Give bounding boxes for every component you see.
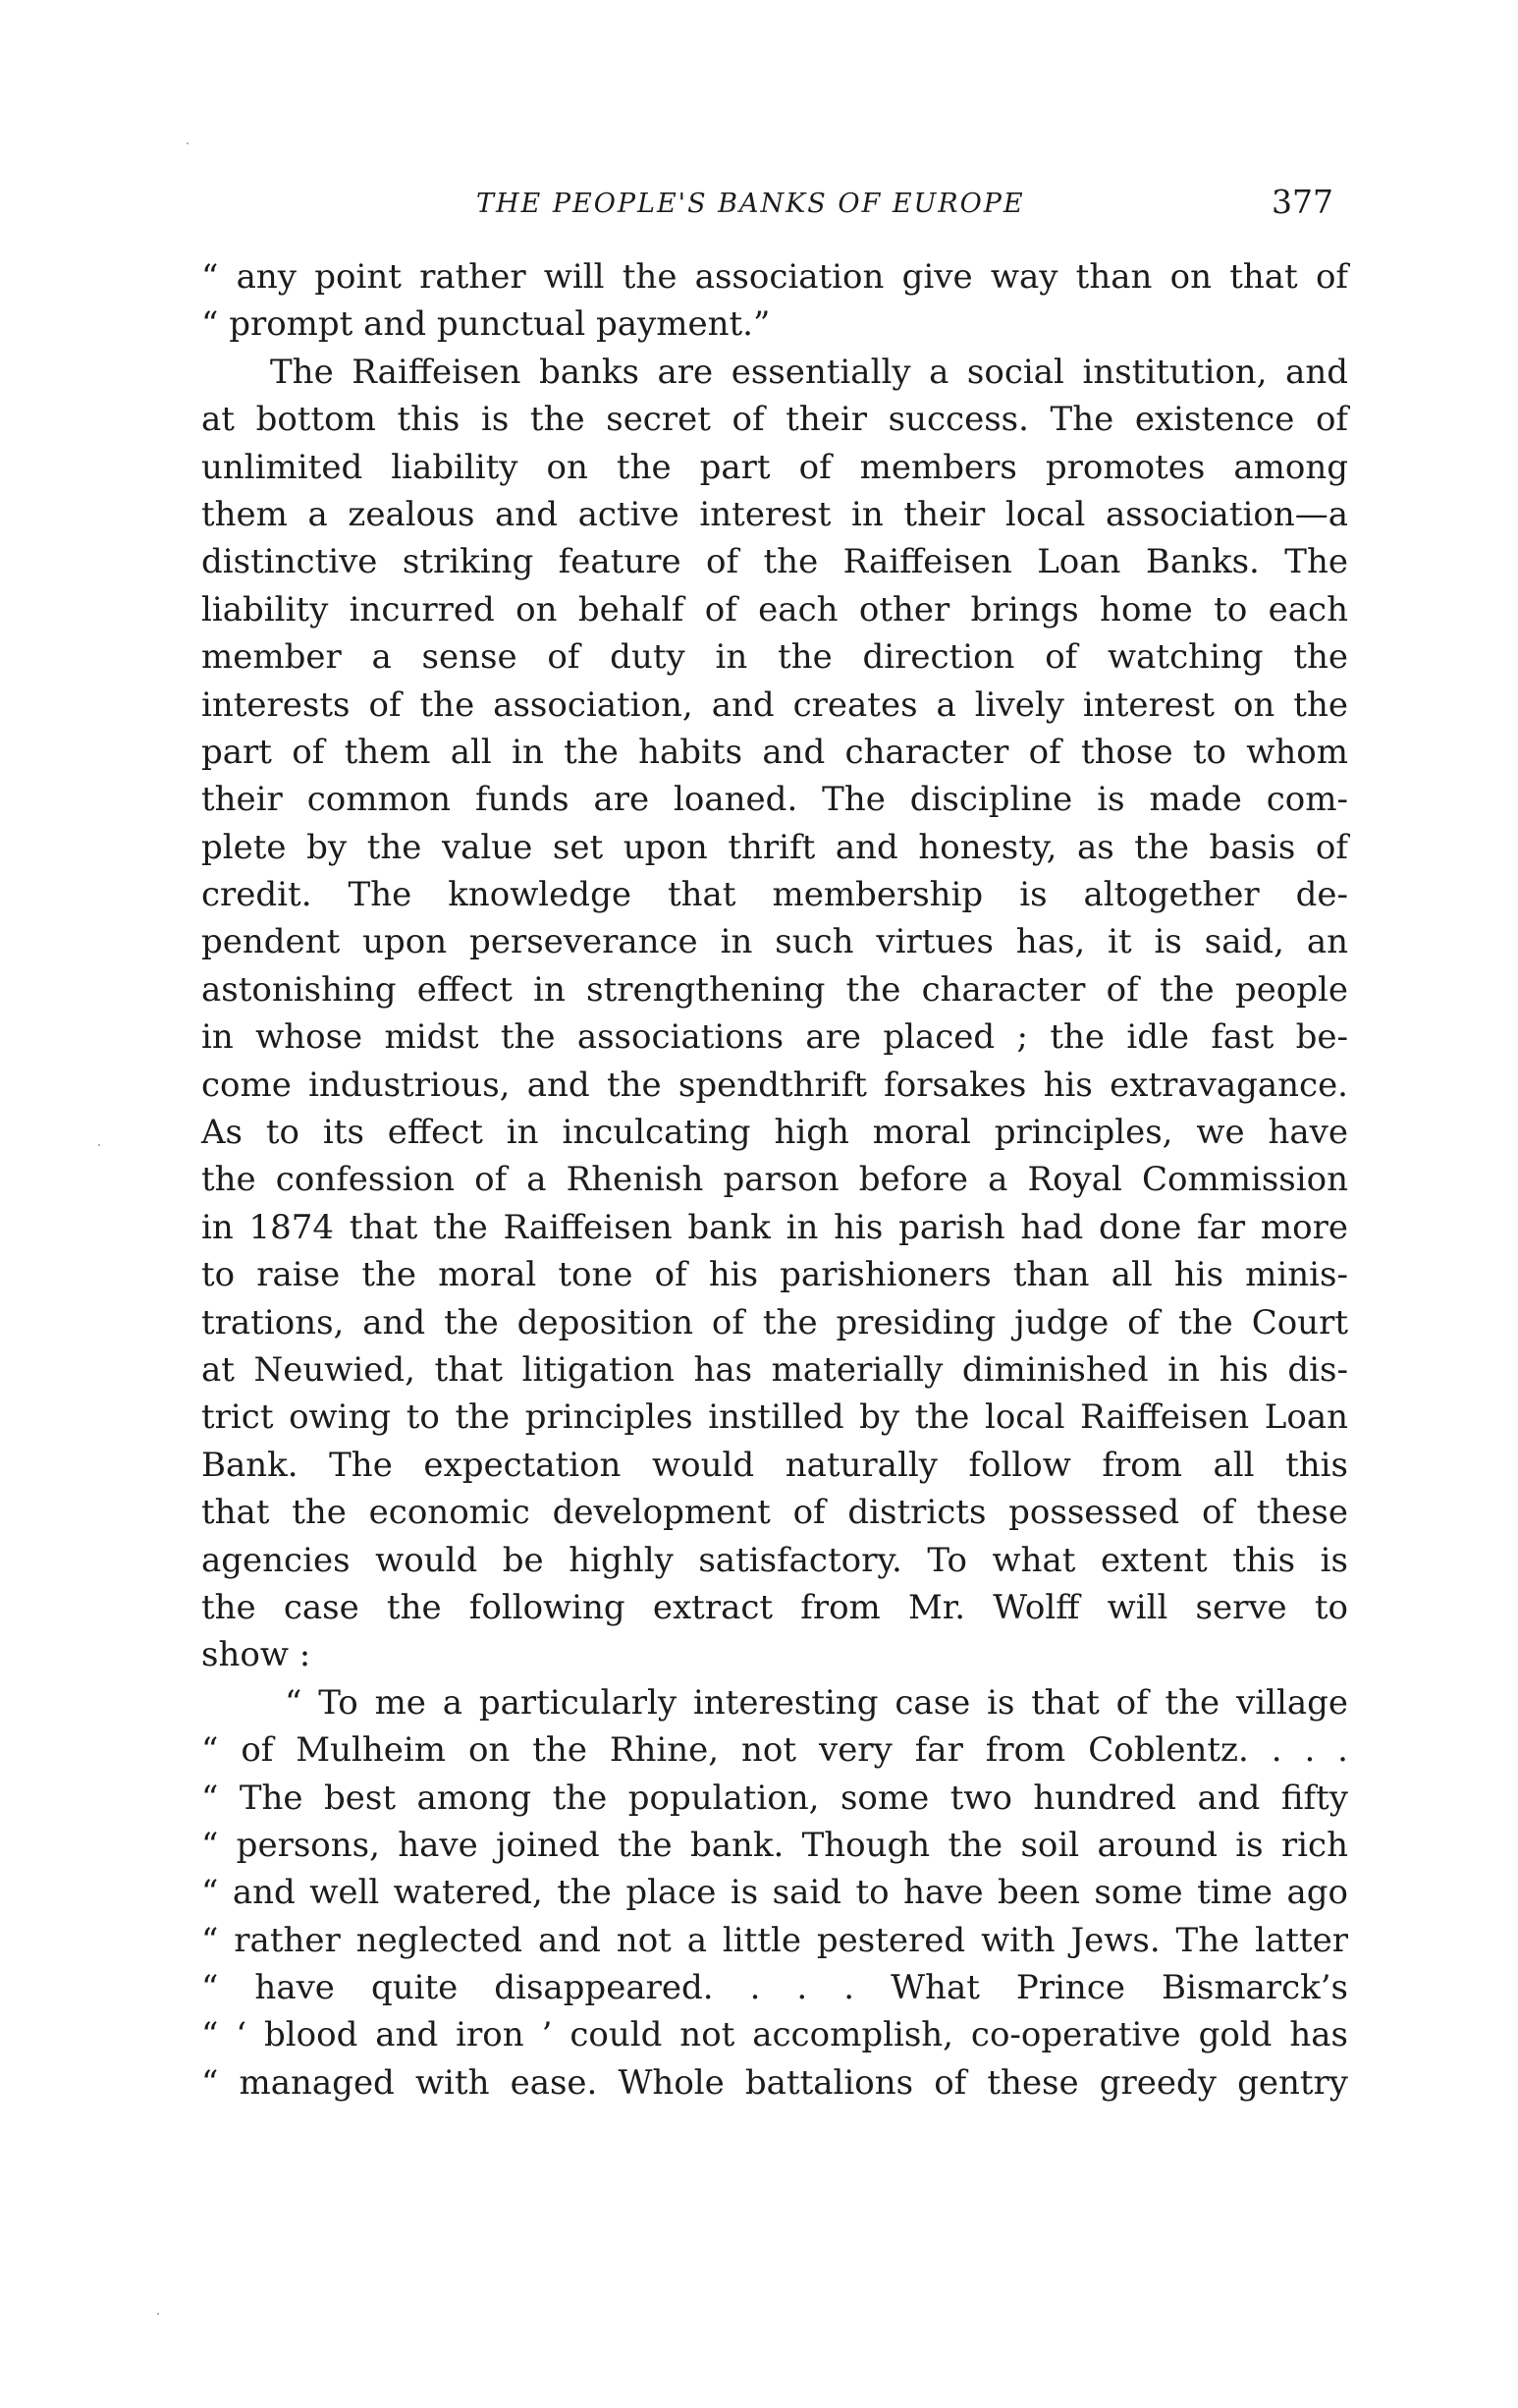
text-line: “ any point rather will the association give way than on that of — [201, 257, 1348, 297]
quote-line: “ have quite disappeared. . . . What Prince Bismarck’s — [201, 1968, 1348, 2008]
text-line: trations, and the deposition of the presiding judge of the Court — [201, 1302, 1348, 1342]
quote-line: “ To me a particularly interesting case is that of the village — [285, 1682, 1348, 1723]
text-line: astonishing effect in strengthening the character of the people — [201, 969, 1348, 1010]
text-line: agencies would be highly satisfactory. To what extent this is — [201, 1540, 1348, 1580]
text-line: unlimited liability on the part of members promotes among — [201, 447, 1348, 487]
text-line: that the economic development of districts possessed of these — [201, 1493, 1348, 1533]
text-line: part of them all in the habits and character of those to whom — [201, 732, 1348, 772]
text-line: the case the following extract from Mr. Wolff will serve to — [201, 1587, 1348, 1627]
quote-line: “ rather neglected and not a little pestered with Jews. The latter — [201, 1920, 1348, 1960]
paper-speck — [98, 1144, 100, 1146]
text-line: trict owing to the principles instilled by the local Raiffeisen Loan — [201, 1397, 1348, 1438]
text-line: to raise the moral tone of his parishioners than all his minis- — [201, 1255, 1348, 1295]
text-line: distinctive striking feature of the Raiffeisen Loan Banks. The — [201, 542, 1348, 582]
paper-speck — [157, 2313, 159, 2315]
page-number: 377 — [1272, 183, 1333, 221]
text-line: “ prompt and punctual payment.” — [201, 304, 771, 345]
running-head — [0, 183, 1518, 232]
text-line: their common funds are loaned. The discipline is made com- — [201, 780, 1348, 820]
running-title: THE PEOPLE'S BANKS OF EUROPE — [476, 189, 1025, 219]
text-line: member a sense of duty in the direction of watching the — [201, 637, 1348, 678]
quote-line: “ ‘ blood and iron ’ could not accomplish, co-operative gold has — [201, 2015, 1348, 2055]
text-line: pendent upon perseverance in such virtues has, it is said, an — [201, 922, 1348, 962]
text-line: credit. The knowledge that membership is altogether de- — [201, 875, 1348, 915]
text-line: plete by the value set upon thrift and honesty, as the basis of — [201, 827, 1348, 867]
text-line: Bank. The expectation would naturally follow from all this — [201, 1445, 1348, 1485]
text-line: liability incurred on behalf of each other brings home to each — [201, 589, 1348, 629]
text-line: them a zealous and active interest in their local association—a — [201, 494, 1348, 534]
text-line: the confession of a Rhenish parson before a Royal Commission — [201, 1160, 1348, 1200]
quote-line: “ The best among the population, some two hundred and fifty — [201, 1778, 1348, 1818]
text-line: As to its effect in inculcating high moral principles, we have — [201, 1113, 1348, 1153]
paper-speck — [187, 142, 189, 144]
text-line: The Raiffeisen banks are essentially a social institution, and — [270, 352, 1348, 392]
quote-line: “ of Mulheim on the Rhine, not very far from Coblentz. . . . — [201, 1730, 1348, 1771]
quote-line: “ persons, have joined the bank. Though the soil around is rich — [201, 1825, 1348, 1865]
text-line: at bottom this is the secret of their success. The existence of — [201, 400, 1348, 440]
text-line: interests of the association, and creates a lively interest on the — [201, 684, 1348, 725]
text-line: come industrious, and the spendthrift forsakes his extravagance. — [201, 1065, 1348, 1105]
text-line: in 1874 that the Raiffeisen bank in his parish had done far more — [201, 1207, 1348, 1247]
text-line: show : — [201, 1635, 311, 1675]
text-line: in whose midst the associations are placed ; the idle fast be- — [201, 1017, 1348, 1058]
quote-line: “ and well watered, the place is said to have been some time ago — [201, 1873, 1348, 1913]
text-line: at Neuwied, that litigation has materially diminished in his dis- — [201, 1349, 1348, 1390]
quote-line: “ managed with ease. Whole battalions of these greedy gentry — [201, 2062, 1348, 2103]
body-text — [201, 253, 1348, 2107]
